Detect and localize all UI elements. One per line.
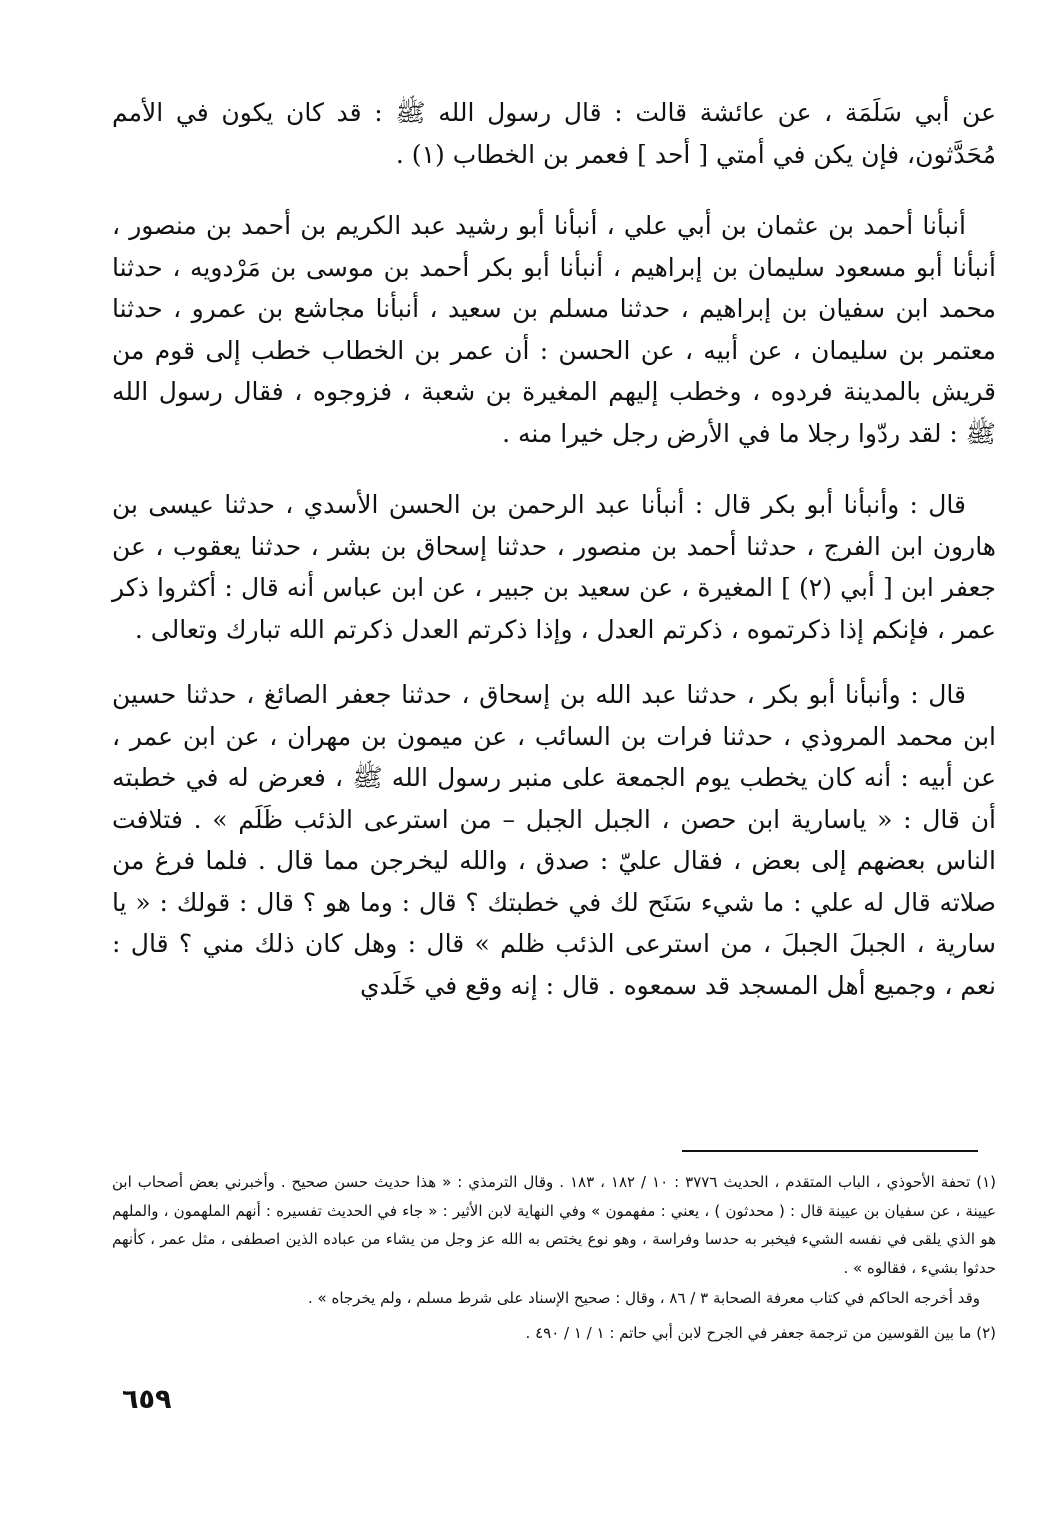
footnote-1-continuation: وقد أخرجه الحاكم في كتاب معرفة الصحابة ٣ / ٨٦ ، وقال : صحيح الإسناد على شرط مسلم ، ولم يخرجاه » .	[308, 1289, 980, 1307]
paragraph-sariya: قال : وأنبأنا أبو بكر ، حدثنا عبد الله بن إسحاق ، حدثنا جعفر الصائغ ، حدثنا حسين ابن محمد المروذي ، حدثنا فرات بن السائب ، عن ميمون بن مهران ، عن ابن عمر ، عن أبيه : أنه كان يخطب يوم الجمعة على منبر رسول الله ﷺ ، فعرض له في خطبته أن قال : « ياسارية ابن حصن ، الجبل الجبل – من استرعى الذئب ظَلَم » . فتلافت الناس بعضهم إلى بعض ، فقال عليّ : صدق ، والله ليخرجن مما قال . فلما فرغ من صلاته قال له علي : ما شيء سَنَح لك في خطبتك ؟ قال : وما هو ؟ قال : قولك : « يا سارية ، الجبلَ الجبلَ ، من استرعى الذئب ظلم » قال : وهل كان ذلك مني ؟ قال : نعم ، وجميع أهل المسجد قد سمعوه . قال : إنه وقع في خَلَدي	[112, 680, 996, 1000]
paragraph-ibn-abbas: قال : وأنبأنا أبو بكر قال : أنبأنا عبد الرحمن بن الحسن الأسدي ، حدثنا عيسى بن هارون ابن الفرج ، حدثنا أحمد بن منصور ، حدثنا إسحاق بن بشر ، حدثنا يعقوب ، عن جعفر ابن [ أبي (٢) ] المغيرة ، عن سعيد بن جبير ، عن ابن عباس أنه قال : أكثروا ذكر عمر ، فإنكم إذا ذكرتموه ، ذكرتم العدل ، وإذا ذكرتم العدل ذكرتم الله تبارك وتعالى .	[112, 490, 996, 644]
footnotes	[112, 1168, 996, 1347]
paragraph-marriage-proposal: أنبأنا أحمد بن عثمان بن أبي علي ، أنبأنا أبو رشيد عبد الكريم بن أحمد بن منصور ، أنبأنا أبو مسعود سليمان بن إبراهيم ، أنبأنا أبو بكر أحمد بن موسى بن مَرْدويه ، حدثنا محمد ابن سفيان بن إبراهيم ، حدثنا مسلم بن سعيد ، أنبأنا مجاشع بن عمرو ، حدثنا معتمر بن سليمان ، عن أبيه ، عن الحسن : أن عمر بن الخطاب خطب إلى قوم من قريش بالمدينة فردوه ، وخطب إليهم المغيرة بن شعبة ، فزوجوه ، فقال رسول الله ﷺ : لقد ردّوا رجلا ما في الأرض رجل خيرا منه .	[112, 211, 996, 448]
main-text	[112, 92, 996, 1006]
footnote-separator	[682, 1150, 978, 1152]
page-number: ٦٥٩	[122, 1384, 172, 1415]
footnote-2: (٢) ما بين القوسين من ترجمة جعفر في الجرح لابن أبي حاتم : ١ / ١ / ٤٩٠ .	[525, 1323, 996, 1342]
paragraph-hadith-aisha: عن أبي سَلَمَة ، عن عائشة قالت : قال رسول الله ﷺ : قد كان يكون في الأمم مُحَدَّثون، فإن يكن في أمتي [ أحد ] فعمر بن الخطاب (١) .	[112, 98, 996, 169]
footnote-1: (١) تحفة الأحوذي ، الباب المتقدم ، الحديث ٣٧٧٦ : ١٠ / ١٨٢ ، ١٨٣ . وقال الترمذي : « هذا حديث حسن صحيح . وأخبرني بعض أصحاب ابن عيينة ، عن سفيان بن عيينة قال : ( محدثون ) ، يعني : مفهمون » وفي النهاية لابن الأثير : « جاء في الحديث تفسيره : أنهم الملهمون ، والملهم هو الذي يلقى في نفسه الشيء فيخبر به حدسا وفراسة ، وهو نوع يختص به الله عز وجل من يشاء من عباده الذين اصطفى ، مثل عمر ، كأنهم حدثوا بشيء ، فقالوه » .	[112, 1173, 997, 1277]
